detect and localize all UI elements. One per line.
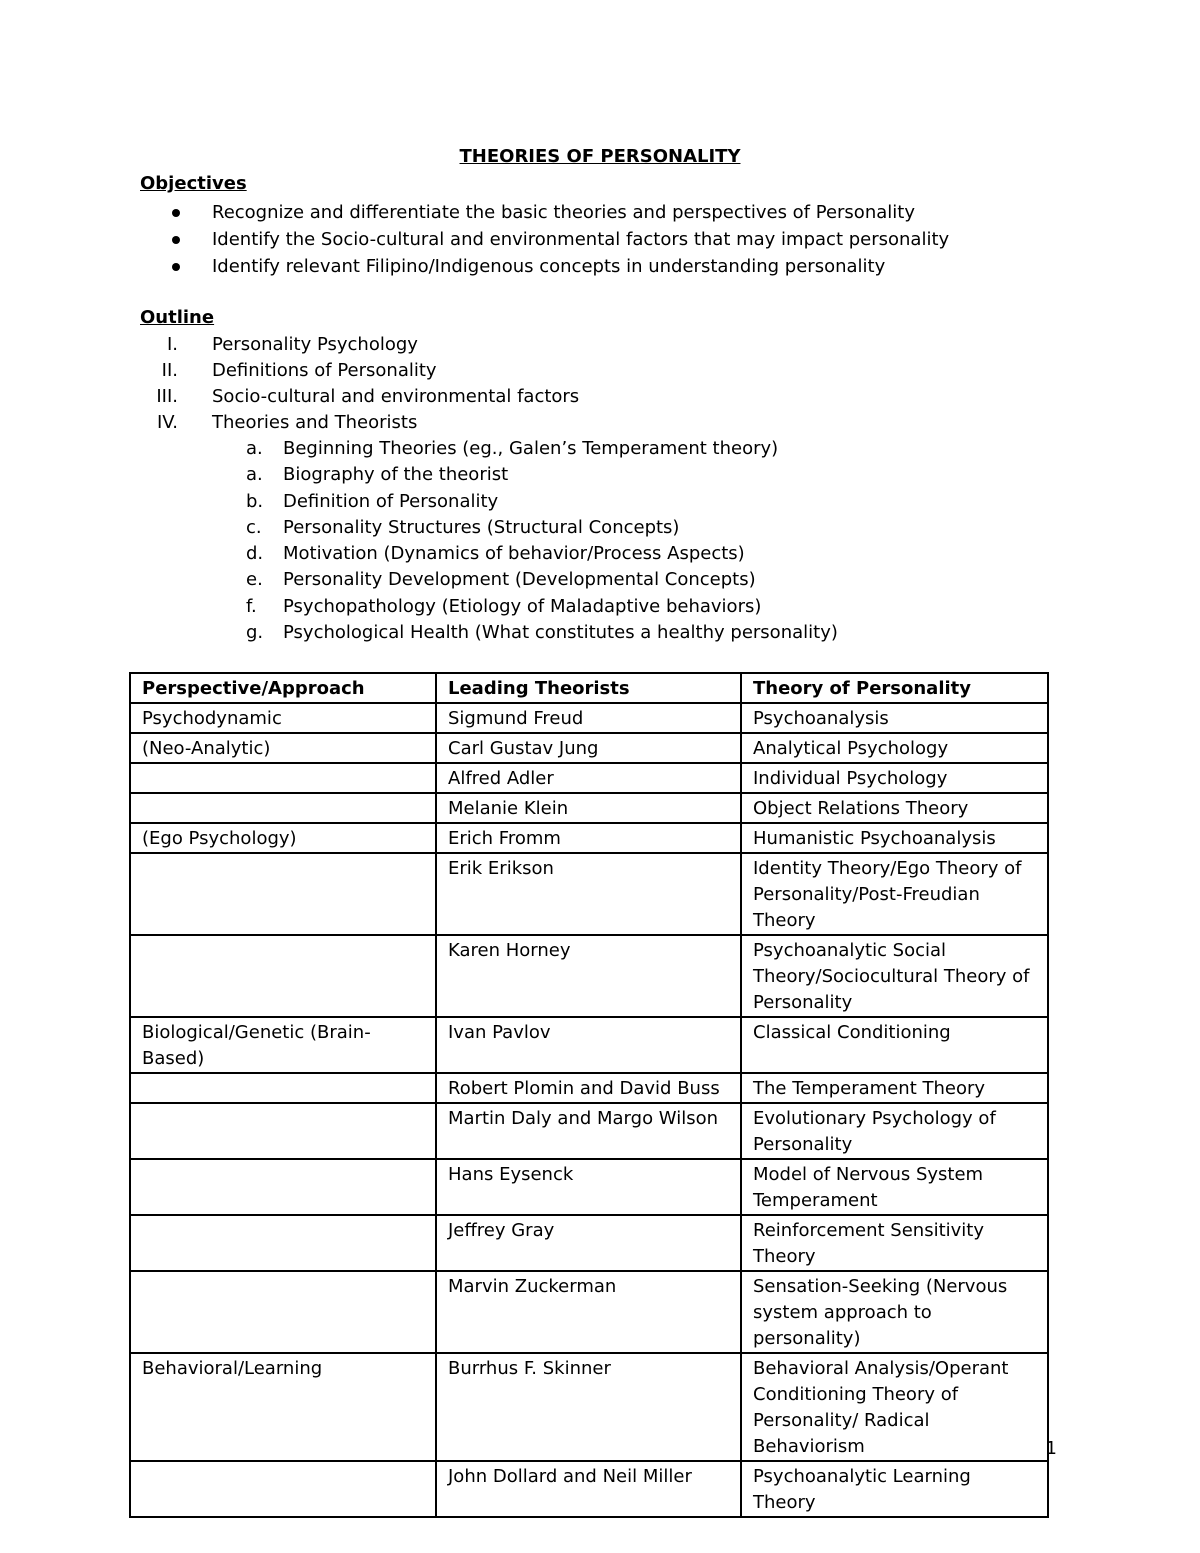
theory-cell: Sensation-Seeking (Nervous system approach to personality) xyxy=(741,1271,1048,1353)
subitem-text: Biography of the theorist xyxy=(283,464,509,486)
theorist-cell: Burrhus F. Skinner xyxy=(436,1353,741,1461)
table-header-row xyxy=(130,673,1048,703)
theorist-cell: Ivan Pavlov xyxy=(436,1017,741,1073)
theorist-cell: Jeffrey Gray xyxy=(436,1215,741,1271)
objective-item xyxy=(0,226,1200,253)
table-row xyxy=(130,1103,1048,1159)
theorist-cell: Karen Horney xyxy=(436,935,741,1017)
perspective-cell xyxy=(130,793,436,823)
outline-item xyxy=(0,332,1200,358)
subitem-letter: d. xyxy=(246,543,264,565)
theorist-cell: Sigmund Freud xyxy=(436,703,741,733)
outline-text: Socio-cultural and environmental factors xyxy=(212,386,580,407)
theory-cell: Behavioral Analysis/Operant Conditioning Theory of Personality/ Radical Behaviorism xyxy=(741,1353,1048,1461)
table-header-cell: Leading Theorists xyxy=(436,673,741,703)
perspective-cell: (Neo-Analytic) xyxy=(130,733,436,763)
objectives-list xyxy=(0,199,1200,280)
perspective-cell: Biological/Genetic (Brain-Based) xyxy=(130,1017,436,1073)
theorist-cell: Carl Gustav Jung xyxy=(436,733,741,763)
theorist-cell: Marvin Zuckerman xyxy=(436,1271,741,1353)
perspective-cell xyxy=(130,1215,436,1271)
subitem-letter: e. xyxy=(246,569,263,591)
subitem-text: Personality Development (Developmental Concepts) xyxy=(283,569,756,591)
outline-subitem xyxy=(0,541,1200,567)
perspective-cell xyxy=(130,1159,436,1215)
theory-cell: Classical Conditioning xyxy=(741,1017,1048,1073)
subitem-letter: a. xyxy=(246,438,263,459)
theorist-cell: Melanie Klein xyxy=(436,793,741,823)
objectives-heading: Objectives xyxy=(140,173,247,194)
theorist-cell: Alfred Adler xyxy=(436,763,741,793)
theory-cell: Psychoanalytic Learning Theory xyxy=(741,1461,1048,1517)
outline-subitem xyxy=(0,594,1200,620)
theory-cell: Psychoanalytic Social Theory/Sociocultural Theory of Personality xyxy=(741,935,1048,1017)
outline-subitem xyxy=(0,436,1200,462)
theories-table xyxy=(129,672,1049,1518)
theory-cell: Evolutionary Psychology of Personality xyxy=(741,1103,1048,1159)
perspective-cell xyxy=(130,1073,436,1103)
subitem-letter: a. xyxy=(246,464,263,486)
perspective-cell xyxy=(130,763,436,793)
table-row xyxy=(130,1215,1048,1271)
subitem-text: Psychological Health (What constitutes a healthy personality) xyxy=(283,622,838,644)
table-row xyxy=(130,733,1048,763)
subitem-letter: f. xyxy=(246,595,257,617)
perspective-cell: (Ego Psychology) xyxy=(130,823,436,853)
outline-heading: Outline xyxy=(140,307,215,328)
subitem-letter: c. xyxy=(246,516,262,538)
table-row xyxy=(130,1017,1048,1073)
outline-text: Personality Psychology xyxy=(212,334,418,355)
bullet-icon xyxy=(172,236,180,244)
subitem-letter: b. xyxy=(246,490,264,512)
table-row xyxy=(130,793,1048,823)
outline-number: IV. xyxy=(156,412,178,433)
perspective-cell xyxy=(130,935,436,1017)
theorist-cell: John Dollard and Neil Miller xyxy=(436,1461,741,1517)
outline-subitem xyxy=(0,567,1200,593)
subitem-letter: g. xyxy=(246,622,264,644)
bullet-icon xyxy=(172,209,180,217)
objective-text: Identify relevant Filipino/Indigenous concepts in understanding personality xyxy=(212,256,886,277)
bullet-icon xyxy=(172,263,180,271)
table-header-cell: Theory of Personality xyxy=(741,673,1048,703)
subitem-text: Beginning Theories (eg., Galen’s Temperament theory) xyxy=(283,438,779,459)
outline-subitem xyxy=(0,462,1200,488)
table-row xyxy=(130,1159,1048,1215)
subitem-text: Definition of Personality xyxy=(283,490,499,512)
document-title: THEORIES OF PERSONALITY xyxy=(459,146,741,167)
table-row xyxy=(130,763,1048,793)
objective-item xyxy=(0,253,1200,280)
outline-item xyxy=(0,410,1200,436)
theorist-cell: Erich Fromm xyxy=(436,823,741,853)
perspective-cell xyxy=(130,1461,436,1517)
theory-cell: Object Relations Theory xyxy=(741,793,1048,823)
theory-cell: Reinforcement Sensitivity Theory xyxy=(741,1215,1048,1271)
theorist-cell: Hans Eysenck xyxy=(436,1159,741,1215)
table-row xyxy=(130,1073,1048,1103)
theorist-cell: Robert Plomin and David Buss xyxy=(436,1073,741,1103)
theory-cell: Humanistic Psychoanalysis xyxy=(741,823,1048,853)
table-row xyxy=(130,935,1048,1017)
objective-text: Identify the Socio-cultural and environmental factors that may impact personality xyxy=(212,229,950,250)
perspective-cell xyxy=(130,1271,436,1353)
table-header-cell: Perspective/Approach xyxy=(130,673,436,703)
outline-number: III. xyxy=(156,386,178,407)
subitem-text: Motivation (Dynamics of behavior/Process Aspects) xyxy=(283,543,745,565)
outline-number: II. xyxy=(161,360,178,381)
subitem-text: Personality Structures (Structural Concepts) xyxy=(283,516,680,538)
outline-list xyxy=(0,332,1200,436)
theory-cell: Analytical Psychology xyxy=(741,733,1048,763)
outline-item xyxy=(0,384,1200,410)
page-number: 1 xyxy=(1045,1438,1057,1459)
table-row xyxy=(130,853,1048,935)
theorist-cell: Martin Daly and Margo Wilson xyxy=(436,1103,741,1159)
perspective-cell xyxy=(130,853,436,935)
table-row xyxy=(130,823,1048,853)
outline-subitem xyxy=(0,489,1200,515)
outline-text: Definitions of Personality xyxy=(212,360,437,381)
perspective-cell xyxy=(130,1103,436,1159)
theorist-cell: Erik Erikson xyxy=(436,853,741,935)
objective-text: Recognize and differentiate the basic theories and perspectives of Personality xyxy=(212,202,915,223)
perspective-cell: Behavioral/Learning xyxy=(130,1353,436,1461)
theory-cell: The Temperament Theory xyxy=(741,1073,1048,1103)
theory-cell: Identity Theory/Ego Theory of Personality/Post-Freudian Theory xyxy=(741,853,1048,935)
objective-item xyxy=(0,199,1200,226)
outline-subitem xyxy=(0,515,1200,541)
theory-cell: Individual Psychology xyxy=(741,763,1048,793)
theory-cell: Psychoanalysis xyxy=(741,703,1048,733)
theory-cell: Model of Nervous System Temperament xyxy=(741,1159,1048,1215)
table-row xyxy=(130,1271,1048,1353)
outline-subitem xyxy=(0,620,1200,646)
table-row xyxy=(130,703,1048,733)
outline-number: I. xyxy=(166,334,178,355)
perspective-cell: Psychodynamic xyxy=(130,703,436,733)
table-row xyxy=(130,1461,1048,1517)
outline-text: Theories and Theorists xyxy=(212,412,418,433)
subitem-text: Psychopathology (Etiology of Maladaptive behaviors) xyxy=(283,595,762,617)
table-row xyxy=(130,1353,1048,1461)
outline-item xyxy=(0,358,1200,384)
outline-sublist xyxy=(0,436,1200,646)
